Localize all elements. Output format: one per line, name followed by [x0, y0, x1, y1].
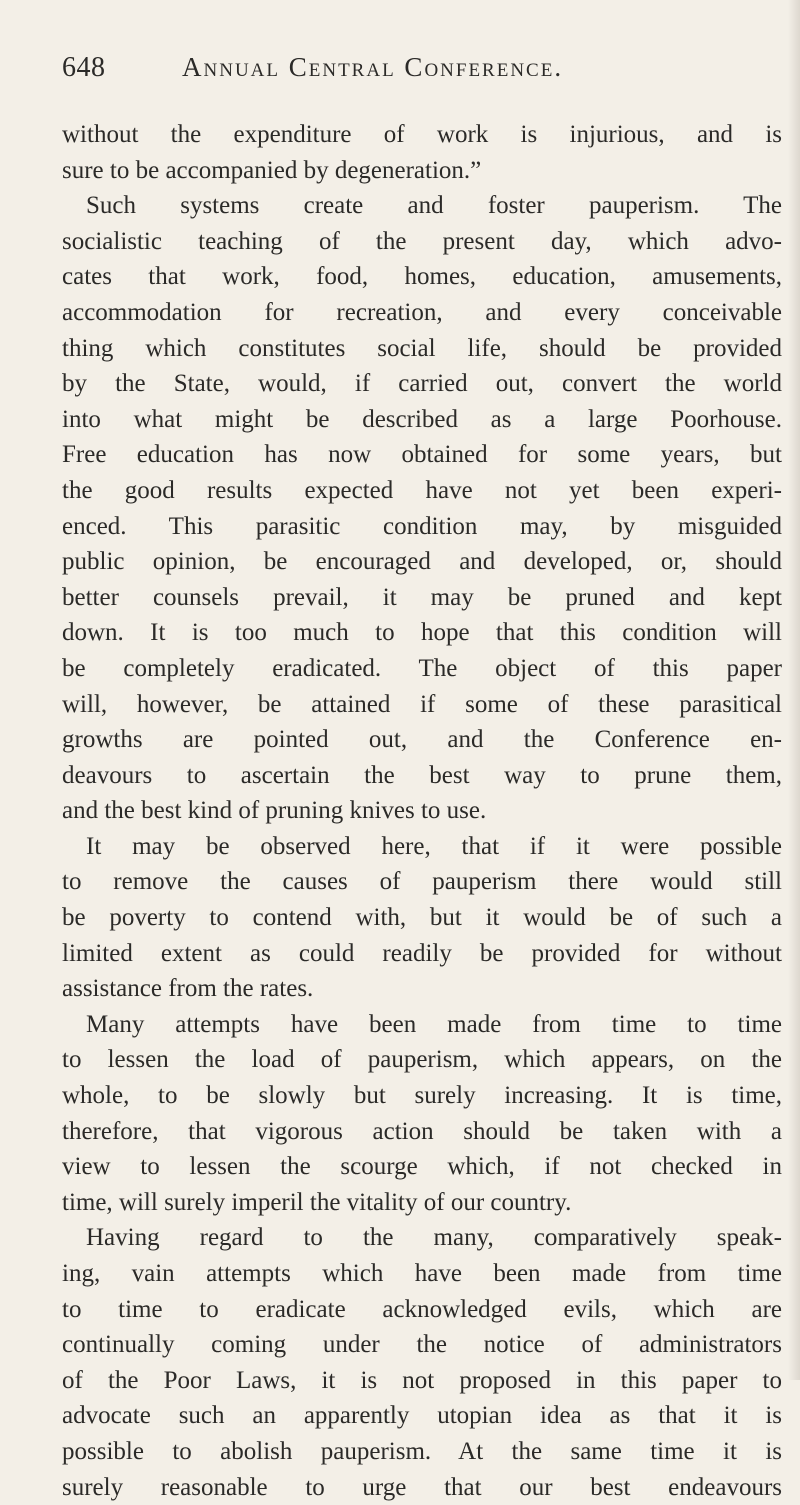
- text-line: cates that work, food, homes, education, amusements,: [62, 263, 782, 291]
- text-line: enced. This parasitic condition may, by misguided: [62, 512, 782, 540]
- text-line: whole, to be slowly but surely increasing. It is time,: [62, 1082, 782, 1110]
- body-text: [62, 117, 782, 1505]
- text-line: be poverty to contend with, but it would be of such a: [62, 904, 782, 932]
- text-line: by the State, would, if carried out, convert the world: [62, 370, 782, 398]
- text-line: down. It is too much to hope that this condition will: [62, 619, 782, 647]
- text-line: public opinion, be encouraged and developed, or, should: [62, 548, 782, 576]
- text-line: view to lessen the scourge which, if not checked in: [62, 1153, 782, 1181]
- text-line: ing, vain attempts which have been made from time: [62, 1260, 782, 1287]
- text-line: socialistic teaching of the present day, which advo-: [62, 227, 782, 255]
- page-number: 648: [62, 52, 106, 83]
- text-line: to remove the causes of pauperism there would still: [62, 868, 782, 896]
- text-line: possible to abolish pauperism. At the same time it is: [62, 1437, 782, 1465]
- page-edge-shadow: [788, 0, 800, 1380]
- text-line: Free education has now obtained for some years, but: [62, 441, 782, 469]
- text-line: limited extent as could readily be provided for without: [62, 939, 782, 967]
- text-line: surely reasonable to urge that our best endeavours: [62, 1473, 782, 1501]
- text-line: of the Poor Laws, it is not proposed in this paper to: [62, 1366, 782, 1394]
- text-line: therefore, that vigorous action should be taken with a: [62, 1117, 782, 1145]
- text-line: Having regard to the many, comparatively speak-: [86, 1224, 782, 1252]
- text-line: accommodation for recreation, and every conceivable: [62, 298, 782, 326]
- text-line: growths are pointed out, and the Conference en-: [62, 726, 782, 754]
- text-line: without the expenditure of work is injurious, and is: [62, 121, 782, 148]
- text-line: will, however, be attained if some of these parasitical: [62, 690, 782, 718]
- text-line: Many attempts have been made from time to time: [86, 1010, 782, 1038]
- text-line: be completely eradicated. The object of this paper: [62, 654, 782, 682]
- text-line: thing which constitutes social life, should be provided: [62, 334, 782, 362]
- text-line: into what might be described as a large Poorhouse.: [62, 405, 782, 433]
- text-line: to time to eradicate acknowledged evils, which are: [62, 1295, 782, 1323]
- text-line: assistance from the rates.: [62, 975, 314, 1003]
- text-line: deavours to ascertain the best way to prune them,: [62, 761, 782, 789]
- text-line: the good results expected have not yet been experi-: [62, 476, 782, 504]
- text-line: better counsels prevail, it may be pruned and kept: [62, 583, 782, 611]
- page-header: [62, 52, 752, 92]
- text-line: time, will surely imperil the vitality of our country.: [62, 1188, 572, 1216]
- running-head: Annual Central Conference.: [182, 52, 564, 82]
- text-line: sure to be accompanied by degeneration.”: [62, 156, 482, 184]
- text-line: and the best kind of pruning knives to use.: [62, 797, 487, 825]
- text-line: It may be observed here, that if it were possible: [86, 832, 782, 860]
- text-line: Such systems create and foster pauperism. The: [86, 192, 782, 220]
- text-line: to lessen the load of pauperism, which appears, on the: [62, 1046, 782, 1074]
- text-line: advocate such an apparently utopian idea as that it is: [62, 1402, 782, 1430]
- text-line: continually coming under the notice of administrators: [62, 1331, 782, 1359]
